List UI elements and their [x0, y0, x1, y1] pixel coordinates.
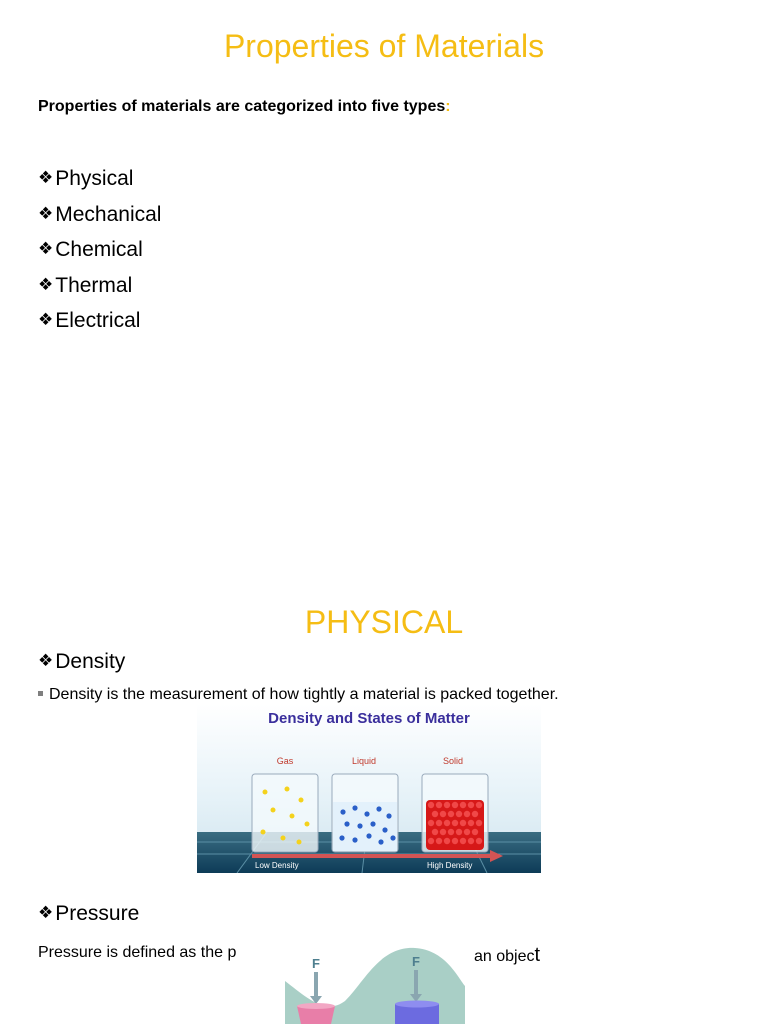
- intro-text: [38, 98, 451, 116]
- solid-label: Solid: [442, 756, 464, 766]
- density-figure-svg: [197, 704, 541, 873]
- slide1-title: Properties of Materials: [223, 28, 545, 64]
- force-label-right: F: [412, 954, 420, 969]
- solid-beaker: [422, 774, 488, 852]
- list-item-label: Thermal: [55, 273, 133, 297]
- list-item: [38, 233, 161, 269]
- list-item-label: Physical: [55, 167, 134, 190]
- pressure-text-right: [474, 944, 540, 967]
- low-density-label: Low Density: [255, 861, 299, 870]
- square-bullet-icon: [38, 691, 43, 696]
- slide2-title: PHYSICAL: [304, 604, 464, 640]
- pressure-text-right-main: an objec: [474, 948, 535, 965]
- list-item: [38, 162, 161, 198]
- pressure-text-left: Pressure is defined as the p: [38, 944, 237, 961]
- figure-title: Density and States of Matter: [268, 710, 470, 727]
- force-label-left: F: [312, 956, 320, 971]
- diamond-bullet-icon: ❖: [38, 651, 54, 671]
- diamond-bullet-icon: ❖: [38, 310, 54, 331]
- diamond-bullet-icon: ❖: [38, 203, 54, 224]
- list-item-label: Electrical: [55, 309, 141, 333]
- list-item-label: Mechanical: [55, 202, 162, 226]
- diamond-bullet-icon: ❖: [38, 274, 54, 295]
- diamond-bullet-icon: ❖: [38, 168, 54, 188]
- density-figure: [197, 704, 541, 873]
- density-heading-label: Density: [55, 650, 126, 673]
- list-item: [38, 269, 161, 305]
- density-text-label: Density is the measurement of how tightly a material is packed together.: [49, 686, 559, 703]
- list-item: [38, 304, 161, 340]
- density-text: [38, 686, 559, 704]
- list-item-label: Chemical: [55, 238, 143, 262]
- density-heading: [38, 650, 125, 674]
- pressure-figure: [285, 946, 465, 1024]
- list-item: [38, 198, 161, 234]
- intro-colon: :: [445, 98, 451, 115]
- intro-text-main: Properties of materials are categorized into five types: [38, 98, 446, 115]
- liquid-label: Liquid: [351, 756, 377, 766]
- diamond-bullet-icon: ❖: [38, 239, 54, 260]
- diamond-bullet-icon: ❖: [38, 903, 54, 923]
- pressure-heading-label: Pressure: [55, 902, 140, 925]
- gas-label: Gas: [276, 756, 294, 766]
- high-density-label: High Density: [427, 861, 473, 870]
- pressure-heading: [38, 902, 139, 926]
- pressure-text-tail: t: [534, 944, 541, 966]
- liquid-beaker: [332, 774, 398, 852]
- gas-beaker: [252, 774, 318, 852]
- property-list: [38, 162, 161, 340]
- pressure-figure-svg: [285, 946, 465, 1024]
